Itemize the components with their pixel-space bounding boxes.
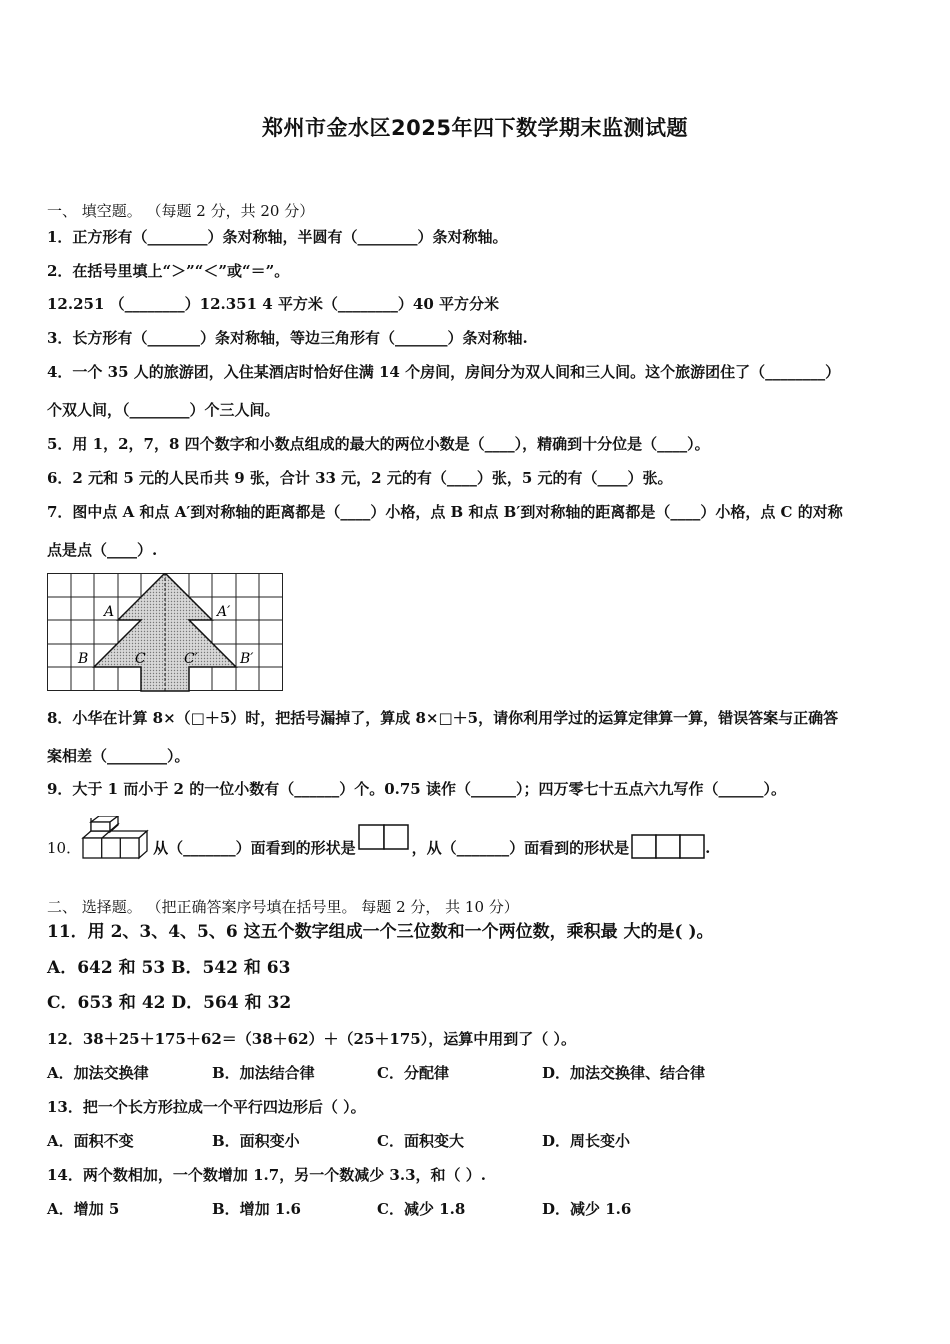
question-10-part2: ，从（_______）面看到的形状是 — [411, 839, 630, 857]
question-10-number: 10． — [47, 839, 82, 857]
question-10-end: . — [705, 839, 711, 857]
label-c: C — [135, 651, 146, 667]
option-b: B．加法结合律 — [212, 1064, 315, 1082]
label-c-prime: C′ — [184, 651, 198, 667]
question-3: 3．长方形有（_______）条对称轴，等边三角形有（_______）条对称轴. — [47, 329, 528, 347]
question-2: 2．在括号里填上“＞”“＜”或“＝”。 — [47, 262, 290, 280]
question-4-line1: 4．一个 35 人的旅游团，入住某酒店时恰好住满 14 个房间，房间分为双人间和三人间。这个旅游团住了（________） — [47, 363, 841, 381]
question-2-sub: 12.251 （________）12.351 4 平方米（________）40 平方分米 — [47, 295, 500, 313]
option-c: C．分配律 — [377, 1064, 449, 1082]
label-b: B — [78, 651, 89, 667]
question-13: 13．把一个长方形拉成一个平行四边形后（ ）。 — [47, 1098, 366, 1116]
option-c: C．减少 1.8 — [377, 1200, 466, 1218]
question-11: 11．用 2、3、4、5、6 这五个数字组成一个三位数和一个两位数，乘积最 大的是( )。 — [47, 922, 714, 942]
option-a: A．加法交换律 — [47, 1064, 149, 1082]
question-11-options-1: A．642 和 53 B．542 和 63 — [47, 958, 291, 978]
question-7-line2: 点是点（____）. — [47, 541, 158, 559]
option-a: A．面积不变 — [47, 1132, 134, 1150]
section1-heading: 一、 填空题。 （每题 2 分，共 20 分） — [47, 202, 315, 220]
page-title: 郑州市金水区2025年四下数学期末监测试题 — [262, 116, 688, 140]
option-d: D．减少 1.6 — [542, 1200, 632, 1218]
option-c: C．面积变大 — [377, 1132, 464, 1150]
option-a: A．增加 5 — [47, 1200, 120, 1218]
question-10-part1: 从（_______）面看到的形状是 — [153, 839, 356, 857]
option-d: D．周长变小 — [542, 1132, 631, 1150]
question-14-options — [47, 1199, 631, 1219]
question-10 — [47, 815, 710, 860]
label-a-prime: A′ — [217, 604, 231, 620]
question-11-options-2: C．653 和 42 D．564 和 32 — [47, 993, 292, 1013]
question-9: 9．大于 1 而小于 2 的一位小数有（______）个。0.75 读作（______）；四万零七十五点六九写作（______）。 — [47, 780, 786, 798]
cube-stack-icon — [81, 816, 153, 860]
label-b-prime: B′ — [240, 651, 254, 667]
question-1: 1．正方形有（________）条对称轴，半圆有（________）条对称轴。 — [47, 228, 508, 246]
question-4-line2: 个双人间，（________）个三人间。 — [47, 401, 280, 419]
question-13-options — [47, 1131, 630, 1151]
question-14: 14．两个数相加，一个数增加 1.7，另一个数减少 3.3，和（ ）. — [47, 1166, 486, 1184]
option-b: B．面积变小 — [212, 1132, 300, 1150]
label-a: A — [104, 604, 115, 620]
option-d: D．加法交换律、结合律 — [542, 1064, 706, 1082]
question-7-line1: 7．图中点 A 和点 A′到对称轴的距离都是（____）小格，点 B 和点 B′到对称轴的距离都是（____）小格，点 C 的对称 — [47, 503, 843, 521]
question-5: 5．用 1，2，7，8 四个数字和小数点组成的最大的两位小数是（____），精确到十分位是（____）。 — [47, 435, 710, 453]
symmetry-tree-figure — [47, 573, 285, 693]
question-8-line2: 案相差（________）。 — [47, 747, 190, 765]
question-6: 6．2 元和 5 元的人民币共 9 张，合计 33 元，2 元的有（____）张，5 元的有（____）张。 — [47, 469, 673, 487]
question-12-options — [47, 1063, 705, 1083]
three-square-shape-icon — [631, 834, 705, 860]
option-b: B．增加 1.6 — [212, 1200, 301, 1218]
question-8-line1: 8．小华在计算 8×（□＋5）时，把括号漏掉了，算成 8×□＋5，请你利用学过的运算定律算一算，错误答案与正确答 — [47, 709, 839, 727]
two-square-shape-icon — [358, 824, 410, 852]
question-12: 12．38＋25＋175＋62＝（38＋62）＋（25＋175），运算中用到了（ ）。 — [47, 1030, 576, 1048]
section2-heading: 二、 选择题。 （把正确答案序号填在括号里。 每题 2 分， 共 10 分） — [47, 898, 519, 916]
